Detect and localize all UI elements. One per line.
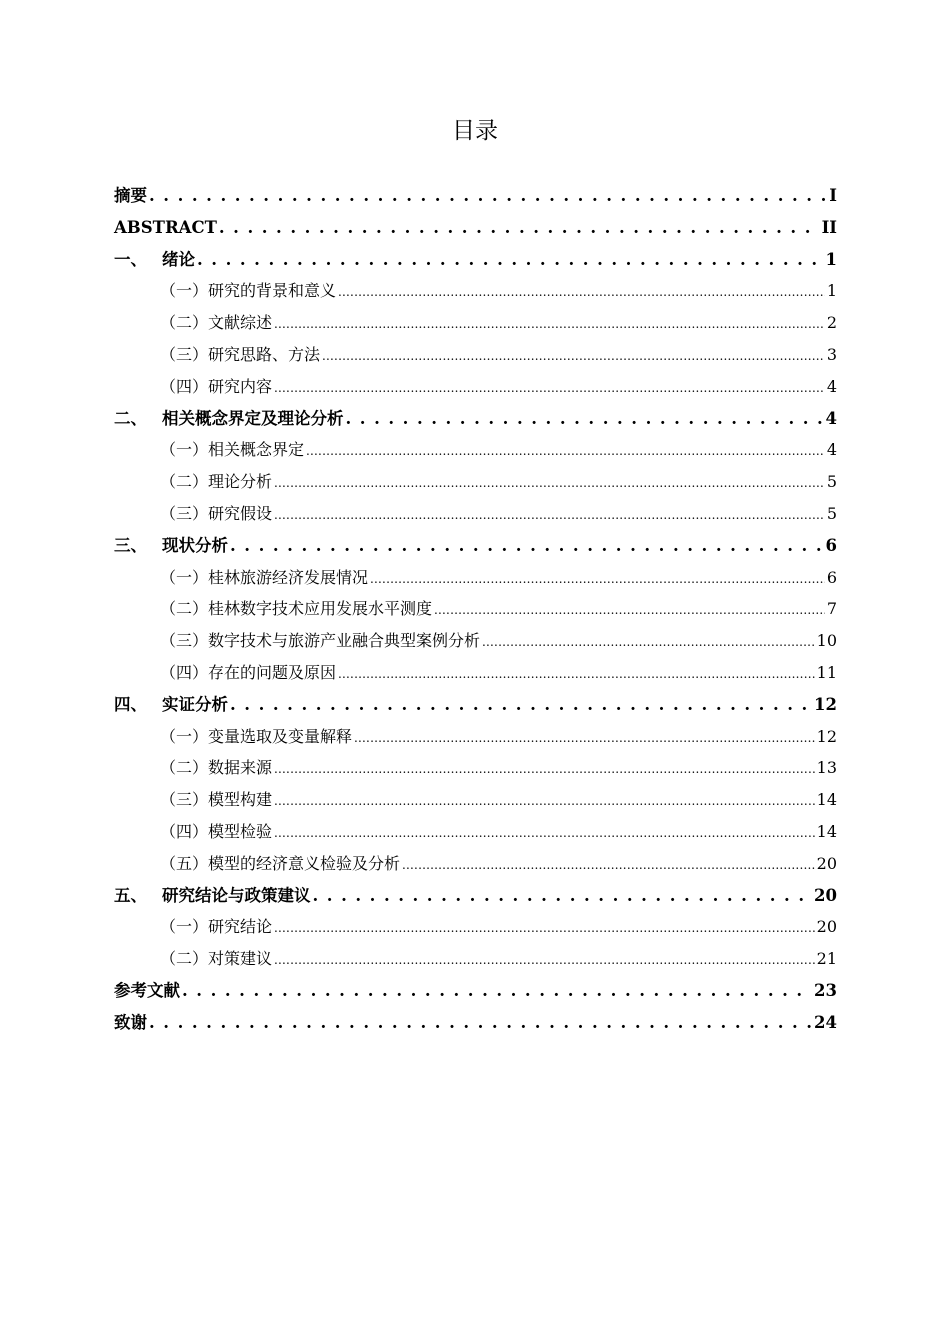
toc-dot-leader (274, 307, 825, 341)
toc-entry-label: 现状分析 (162, 535, 228, 555)
toc-dot-leader (274, 784, 815, 818)
toc-entry[interactable] (114, 530, 837, 562)
toc-entry[interactable] (114, 371, 837, 403)
toc-entry-label: （二）数据来源 (160, 758, 273, 778)
page-title: 目录 (452, 118, 498, 144)
toc-dot-leader (197, 244, 824, 276)
toc-dot-leader (230, 530, 824, 562)
toc-dot-leader (313, 880, 813, 912)
toc-dot-leader (274, 498, 825, 532)
toc-dot-leader (370, 562, 825, 596)
toc-entry-label: （三）研究假设 (160, 503, 273, 523)
toc-entry[interactable] (114, 244, 837, 276)
toc-entry[interactable] (114, 593, 837, 625)
toc-entry-page: 5 (826, 472, 837, 492)
toc-entry-label: （二）对策建议 (160, 949, 273, 969)
toc-entry-page: 20 (816, 917, 837, 937)
toc-entry-page: 5 (826, 503, 837, 523)
toc-entry-label: （三）研究思路、方法 (160, 344, 321, 364)
toc-entry-page: 24 (814, 1012, 837, 1032)
toc-dot-leader (322, 339, 825, 373)
toc-entry-label: （一）研究结论 (160, 917, 273, 937)
toc-entry-label: 摘要 (114, 186, 147, 205)
toc-dot-leader (274, 911, 815, 945)
toc-entry[interactable] (114, 1007, 837, 1039)
toc-entry-label: （二）文献综述 (160, 313, 273, 333)
toc-dot-leader (338, 657, 815, 691)
toc-entry-number: 一、 (114, 249, 147, 269)
toc-dot-leader (346, 403, 824, 435)
toc-entry-page: 1 (826, 281, 837, 301)
toc-entry[interactable] (114, 721, 837, 753)
toc-entry[interactable] (114, 943, 837, 975)
toc-entry[interactable] (114, 657, 837, 689)
toc-dot-leader (182, 975, 812, 1007)
toc-entry-page: 13 (816, 758, 837, 778)
toc-entry[interactable] (114, 466, 837, 498)
toc-entry-label: （三）数字技术与旅游产业融合典型案例分析 (160, 631, 481, 651)
toc-entry[interactable] (114, 498, 837, 530)
toc-entry-label: （三）模型构建 (160, 790, 273, 810)
toc-entry-page: 3 (826, 344, 837, 364)
toc-dot-leader (274, 752, 815, 786)
toc-dot-leader (274, 466, 825, 500)
toc-entry-number: 二、 (114, 408, 147, 428)
toc-entry[interactable] (114, 403, 837, 435)
toc-entry-number: 五、 (114, 885, 147, 905)
toc-entry[interactable] (114, 212, 837, 244)
toc-entry-label: 研究结论与政策建议 (162, 885, 311, 905)
toc-dot-leader (149, 1007, 812, 1039)
toc-entry[interactable] (114, 307, 837, 339)
toc-entry-label: （二）桂林数字技术应用发展水平测度 (160, 599, 433, 619)
toc-dot-leader (274, 371, 825, 405)
toc-dot-leader (274, 943, 815, 977)
toc-entry[interactable] (114, 752, 837, 784)
toc-entry-label: 相关概念界定及理论分析 (162, 408, 344, 428)
toc-entry-label: （四）模型检验 (160, 821, 273, 841)
toc-dot-leader (354, 721, 815, 755)
toc-entry-page: 4 (826, 376, 837, 396)
toc-entry[interactable] (114, 848, 837, 880)
toc-entry-label: （四）研究内容 (160, 376, 273, 396)
toc-dot-leader (402, 848, 815, 882)
toc-entry[interactable] (114, 434, 837, 466)
toc-entry-page: 4 (826, 440, 837, 460)
toc-entry-label: 致谢 (114, 1012, 147, 1032)
toc-dot-leader (482, 625, 815, 659)
toc-entry-label: （一）变量选取及变量解释 (160, 726, 353, 746)
toc-entry-label: 实证分析 (162, 694, 228, 714)
toc-entry-page: 20 (814, 885, 837, 905)
toc-dot-leader (274, 816, 815, 850)
toc-entry-page: 14 (816, 790, 837, 810)
toc-dot-leader (230, 689, 812, 721)
toc-entry-label: 参考文献 (114, 980, 180, 1000)
toc-entry-page: 12 (814, 694, 837, 714)
toc-entry-page: 10 (816, 631, 837, 651)
toc-entry-page: 1 (825, 249, 837, 269)
toc-entry-page: 4 (825, 408, 837, 428)
toc-entry-page: 7 (826, 599, 837, 619)
toc-entry-page: 20 (816, 853, 837, 873)
toc-entry[interactable] (114, 880, 837, 912)
toc-entry-label: （一）研究的背景和意义 (160, 281, 337, 301)
toc-dot-leader (149, 180, 827, 212)
toc-dot-leader (434, 593, 825, 627)
toc-entry-label: （五）模型的经济意义检验及分析 (160, 853, 401, 873)
toc-entry-label: （四）存在的问题及原因 (160, 662, 337, 682)
toc-entry-page: 6 (826, 567, 837, 587)
toc-entry[interactable] (114, 180, 837, 212)
toc-entry[interactable] (114, 689, 837, 721)
toc-entry[interactable] (114, 784, 837, 816)
toc-entry[interactable] (114, 911, 837, 943)
toc-dot-leader (306, 434, 825, 468)
toc-entry-label: 绪论 (162, 249, 195, 269)
toc-entry[interactable] (114, 562, 837, 594)
toc-entry-number: 四、 (114, 694, 147, 714)
toc-entry-page: 2 (826, 313, 837, 333)
toc-entry-page: 14 (816, 821, 837, 841)
toc-dot-leader (219, 212, 820, 244)
toc-entry[interactable] (114, 275, 837, 307)
toc-entry-label: （一）相关概念界定 (160, 440, 305, 460)
toc-entry[interactable] (114, 816, 837, 848)
table-of-contents (114, 180, 837, 1039)
toc-dot-leader (338, 275, 825, 309)
toc-entry[interactable] (114, 339, 837, 371)
toc-entry-number: 三、 (114, 535, 147, 555)
toc-entry-label: （一）桂林旅游经济发展情况 (160, 567, 369, 587)
toc-entry[interactable] (114, 625, 837, 657)
toc-entry-page: 12 (816, 726, 837, 746)
toc-entry-label: （二）理论分析 (160, 472, 273, 492)
toc-entry-page: 23 (814, 980, 837, 1000)
toc-entry-page: I (829, 186, 837, 205)
toc-entry-page: II (821, 217, 837, 237)
toc-entry[interactable] (114, 975, 837, 1007)
toc-entry-page: 11 (816, 662, 837, 682)
toc-entry-page: 21 (816, 949, 837, 969)
toc-entry-label: ABSTRACT (114, 217, 217, 237)
toc-entry-page: 6 (825, 535, 837, 555)
